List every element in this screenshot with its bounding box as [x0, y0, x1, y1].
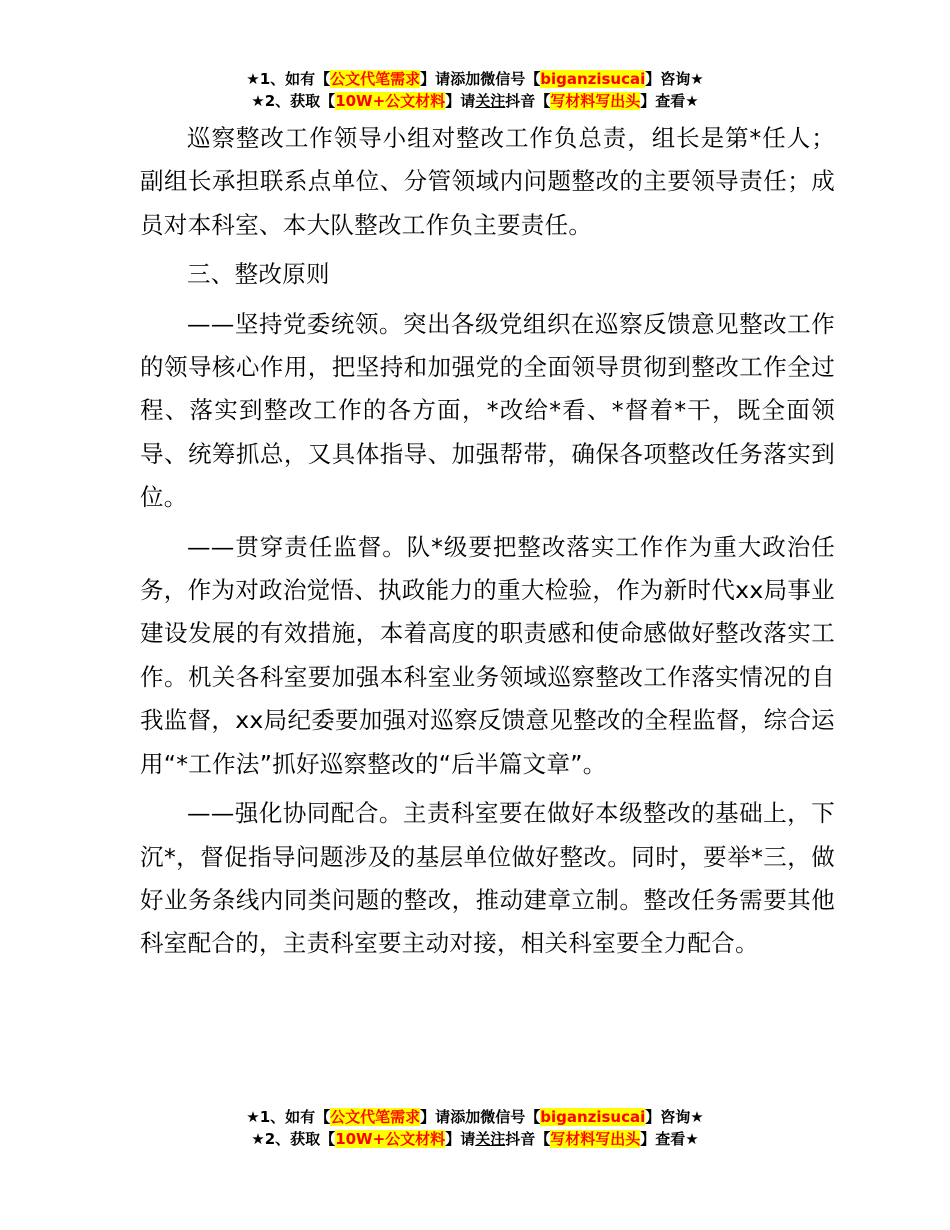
wechat-id-highlight: biganzisucai [540, 70, 646, 88]
banner-verb-add: 添加 [450, 70, 481, 88]
banner-text: 抖音【 [505, 92, 551, 110]
paragraph-coordination: ——强化协同配合。主责科室要在做好本级整改的基础上，下沉*，督促指导问题涉及的基层单位做好整改。同时，要举*三，做好业务条线内同类问题的整改，推动建章立制。整改任务需要其他科室配合的，主责科室要主动对接，相关科室要全力配合。 [140, 799, 835, 958]
footer-banner-line-1 [0, 1106, 950, 1128]
header-banner-line-1 [0, 68, 950, 90]
document-body [140, 117, 835, 966]
section-heading-principles: 三、整改原则 [187, 260, 330, 289]
banner-suffix: 】查看★ [640, 1130, 699, 1148]
header-banner [0, 68, 950, 112]
banner-prefix: ★2、获取【 [251, 92, 336, 110]
douyin-account-highlight: 写材料写出头 [550, 92, 641, 110]
banner-suffix: 】查看★ [640, 92, 699, 110]
banner-prefix: ★1、如有【 [246, 1108, 331, 1126]
wechat-id-highlight: biganzisucai [540, 1108, 646, 1126]
paragraph-party-leadership: ——坚持党委统领。突出各级党组织在巡察反馈意见整改工作的领导核心作用，把坚持和加强党的全面领导贯彻到整改工作全过程、落实到整改工作的各方面，*改给*看、*督着*干，既全面领导、统筹抓总，又具体指导、加强帮带，确保各项整改任务落实到位。 [140, 309, 835, 512]
paragraph-responsibility: 巡察整改工作领导小组对整改工作负总责，组长是第*任人；副组长承担联系点单位、分管领域内问题整改的主要领导责任；成员对本科室、本大队整改工作负主要责任。 [140, 124, 835, 239]
banner-text: 】请 [420, 1108, 451, 1126]
banner-verb-follow: 关注 [475, 1130, 506, 1148]
banner-prefix: ★1、如有【 [246, 70, 331, 88]
banner-text: 】请 [445, 1130, 476, 1148]
header-banner-line-2 [0, 90, 950, 112]
banner-suffix: 】咨询★ [645, 70, 704, 88]
douyin-account-highlight: 写材料写出头 [550, 1130, 641, 1148]
banner-text: 抖音【 [505, 1130, 551, 1148]
banner-verb-follow: 关注 [475, 92, 506, 110]
footer-banner [0, 1106, 950, 1150]
paragraph-responsibility-supervision: ——贯穿责任监督。队*级要把整改落实工作作为重大政治任务，作为对政治觉悟、执政能力的重大检验，作为新时代xx局事业建设发展的有效措施，本着高度的职责感和使命感做好整改落实工作。机关各科室要加强本科室业务领域巡察整改工作落实情况的自我监督，xx局纪委要加强对巡察反馈意见整改的全程监督，综合运用“*工作法”抓好巡察整改的“后半篇文章”。 [140, 532, 835, 778]
materials-highlight: 10W+公文材料 [335, 92, 446, 110]
banner-prefix: ★2、获取【 [251, 1130, 336, 1148]
footer-banner-line-2 [0, 1128, 950, 1150]
banner-text: 】请 [420, 70, 451, 88]
banner-text: 微信号【 [480, 70, 541, 88]
ghostwriting-service-highlight: 公文代笔需求 [330, 70, 421, 88]
banner-text: 微信号【 [480, 1108, 541, 1126]
banner-suffix: 】咨询★ [645, 1108, 704, 1126]
banner-verb-add: 添加 [450, 1108, 481, 1126]
banner-text: 】请 [445, 92, 476, 110]
ghostwriting-service-highlight: 公文代笔需求 [330, 1108, 421, 1126]
materials-highlight: 10W+公文材料 [335, 1130, 446, 1148]
